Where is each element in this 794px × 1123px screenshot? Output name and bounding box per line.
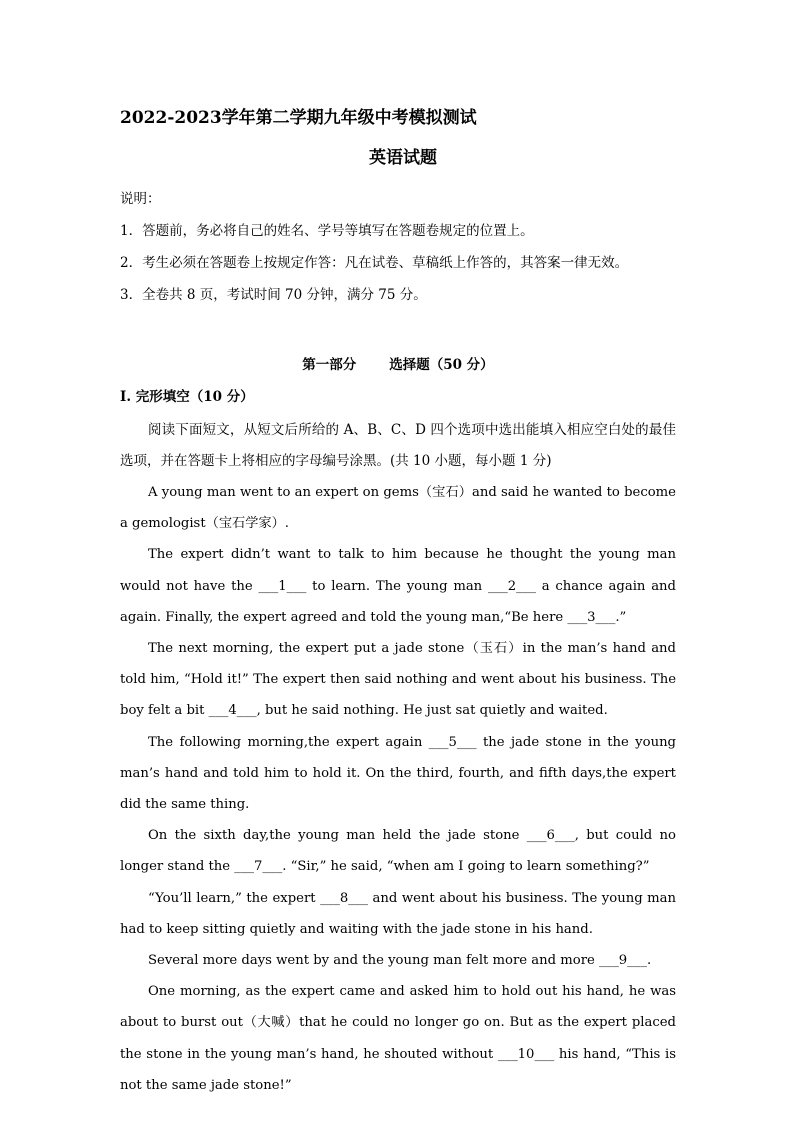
passage [120,477,676,1101]
exam-title: 2022-2023学年第二学期九年级中考模拟测试 [120,108,477,128]
section-instruction: 阅读下面短文，从短文后所给的 A、B、C、D 四个选项中选出能填入相应空白处的最佳选项，并在答题卡上将相应的字母编号涂黑。(共 10 小题，每小题 1 分) [120,422,676,469]
passage-paragraph-4: The following morning,the expert again ___5___ the jade stone in the young man’s hand and told him to hold it. On the third, fourth, and fifth days,the expert did the same thing. [120,734,676,813]
passage-paragraph-2: The expert didn’t want to talk to him because he thought the young man would not have the ___1___ to learn. The young man ___2___ a chance again and again. Finally, the expert agreed and told the young man,“Be here ___3___.” [120,547,676,625]
passage-paragraph-1: A young man went to an expert on gems（宝石）and said he wanted to become a gemologist（宝石学家）. [120,485,676,532]
passage-paragraph-7: Several more days went by and the young man felt more and more ___9___. [148,953,652,969]
passage-paragraph-5: On the sixth day,the young man held the jade stone ___6___, but could no longer stand the ___7___. “Sir,” he said, “when am I going to learn something?” [120,828,676,875]
note-item-2: 2．考生必须在答题卷上按规定作答：凡在试卷、草稿纸上作答的，其答案一律无效。 [120,255,629,271]
notes-heading: 说明： [120,191,161,207]
note-item-1: 1．答题前，务必将自己的姓名、学号等填写在答题卷规定的位置上。 [120,223,534,239]
passage-paragraph-8: One morning, as the expert came and asked him to hold out his hand, he was about to burst out（大喊）that he could no longer go on. But as the expert placed the stone in the young man’s hand, he shouted without ___10___ his hand, “This is not the same jade stone!” [120,984,676,1093]
note-item-3: 3．全卷共 8 页，考试时间 70 分钟，满分 75 分。 [120,287,427,303]
exam-subtitle: 英语试题 [369,148,437,168]
passage-paragraph-3: The next morning, the expert put a jade stone（玉石）in the man’s hand and told him, “Hold it!” The expert then said nothing and went about his business. The boy felt a bit ___4___, but he said nothing. He just sat quietly and waited. [120,641,676,719]
passage-paragraph-6: “You’ll learn,” the expert ___8___ and went about his business. The young man had to keep sitting quietly and waiting with the jade stone in his hand. [120,890,676,937]
section-title: I. 完形填空（10 分） [120,389,254,405]
part-title: 第一部分 选择题（50 分） [302,357,494,373]
